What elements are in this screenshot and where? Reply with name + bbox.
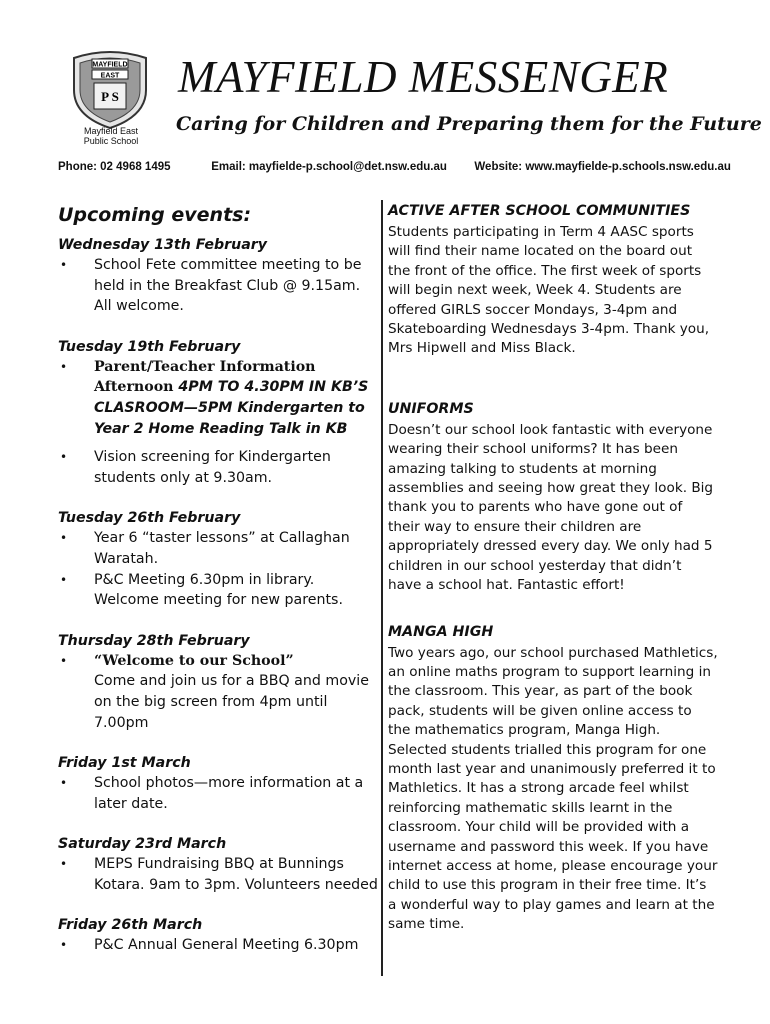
article-heading-aasc: ACTIVE AFTER SCHOOL COMMUNITIES (388, 203, 691, 219)
event-list-wed13 (58, 255, 380, 317)
contact-email: Email: mayfielde-p.school@det.nsw.edu.au (211, 161, 447, 173)
crest-text-mid: EAST (100, 72, 120, 80)
event-item-detail: 4PM TO 4.30PM IN KB’S CLASROOM—5PM Kindergarten to Year 2 Home Reading Talk in KB (94, 379, 369, 437)
event-item: • Year 6 “taster lessons” at Callaghan Waratah. (58, 528, 380, 569)
article-body-manga: Two years ago, our school purchased Mathletics, an online maths program to support learning in the classroom. This year, as part of the book pack, students will be given online access to the mathematics program, Manga High. Selected students trialled this program for one month last year and unanimously preferred it to Mathletics. It has a strong arcade feel whilst reinforcing mathematic skills learnt in the classroom. Your child will be provided with a username and password this week. If you have internet access at home, please encourage your child to use this program in their free time. It’s a wonderful way to play games and learn at the same time. (388, 644, 718, 933)
event-item (58, 651, 380, 733)
event-item: • P&C Annual General Meeting 6.30pm (58, 935, 380, 956)
upcoming-events-column (58, 203, 380, 956)
event-day-tue19: Tuesday 19th February (58, 338, 241, 355)
contact-phone: Phone: 02 4968 1495 (58, 161, 171, 173)
school-crest-icon (68, 50, 152, 130)
article-heading-uniforms: UNIFORMS (388, 400, 474, 417)
logo-caption-line2: Public School (83, 136, 139, 146)
events-heading: Upcoming events: (58, 204, 252, 226)
event-item-detail: Come and join us for a BBQ and movie on the big screen from 4pm until 7.00pm (94, 673, 369, 731)
crest-initials: P S (101, 89, 119, 104)
event-day-sat23: Saturday 23rd March (58, 836, 227, 853)
event-list-tue19 (58, 357, 380, 489)
crest-text-top: MAYFIELD (92, 61, 128, 69)
newsletter-title: MAYFIELD MESSENGER (178, 52, 669, 102)
event-list-tue26 (58, 528, 380, 610)
contact-website: Website: www.mayfielde-p.schools.nsw.edu.au (474, 161, 731, 173)
logo-caption-line1: Mayfield East (83, 126, 139, 136)
event-day-tue26: Tuesday 26th February (58, 510, 241, 527)
event-item: • School photos—more information at a later date. (58, 773, 380, 814)
event-item-title: Parent/Teacher Information Afternoon (94, 358, 316, 396)
event-item (58, 357, 380, 439)
column-divider (381, 200, 383, 976)
contact-bar (58, 161, 738, 173)
event-list-thu28 (58, 651, 380, 733)
article-body-aasc: Students participating in Term 4 AASC sports will find their name located on the board out the front of the office. The first week of sports will begin next week, Week 4. Students are offered GIRLS soccer Mondays, 3-4pm and Skateboarding Wednesdays 3-4pm. Thank you, Mrs Hipwell and Miss Black. (388, 224, 710, 357)
event-day-wed13: Wednesday 13th February (58, 237, 268, 253)
event-day-fri26: Friday 26th March (58, 917, 203, 934)
articles-column (388, 201, 718, 935)
event-item-title: • “Welcome to our School” (94, 652, 294, 669)
event-item: • P&C Meeting 6.30pm in library. Welcome meeting for new parents. (58, 570, 380, 611)
event-list-fri26 (58, 935, 380, 956)
event-list-sat23 (58, 854, 380, 895)
article-body-uniforms: Doesn’t our school look fantastic with everyone wearing their school uniforms? It has been amazing talking to students at morning assemblies and seeing how great they look. Big thank you to parents who have gone out of their way to ensure their children are appropriately dressed every day. We only had 5 children in our school yesterday that didn’t have a school hat. Fantastic effort! (388, 421, 714, 594)
event-item: • Vision screening for Kindergarten students only at 9.30am. (58, 447, 380, 488)
logo-caption (70, 126, 152, 146)
event-day-thu28: Thursday 28th February (58, 632, 250, 649)
event-day-fri1: Friday 1st March (58, 755, 191, 772)
event-list-fri1 (58, 773, 380, 814)
event-item: • MEPS Fundraising BBQ at Bunnings Kotara. 9am to 3pm. Volunteers needed (58, 854, 380, 895)
newsletter-tagline: Caring for Children and Preparing them for the Future (176, 113, 762, 135)
event-item: • School Fete committee meeting to be held in the Breakfast Club @ 9.15am. All welcome. (58, 255, 380, 317)
article-heading-manga: MANGA HIGH (388, 623, 494, 640)
